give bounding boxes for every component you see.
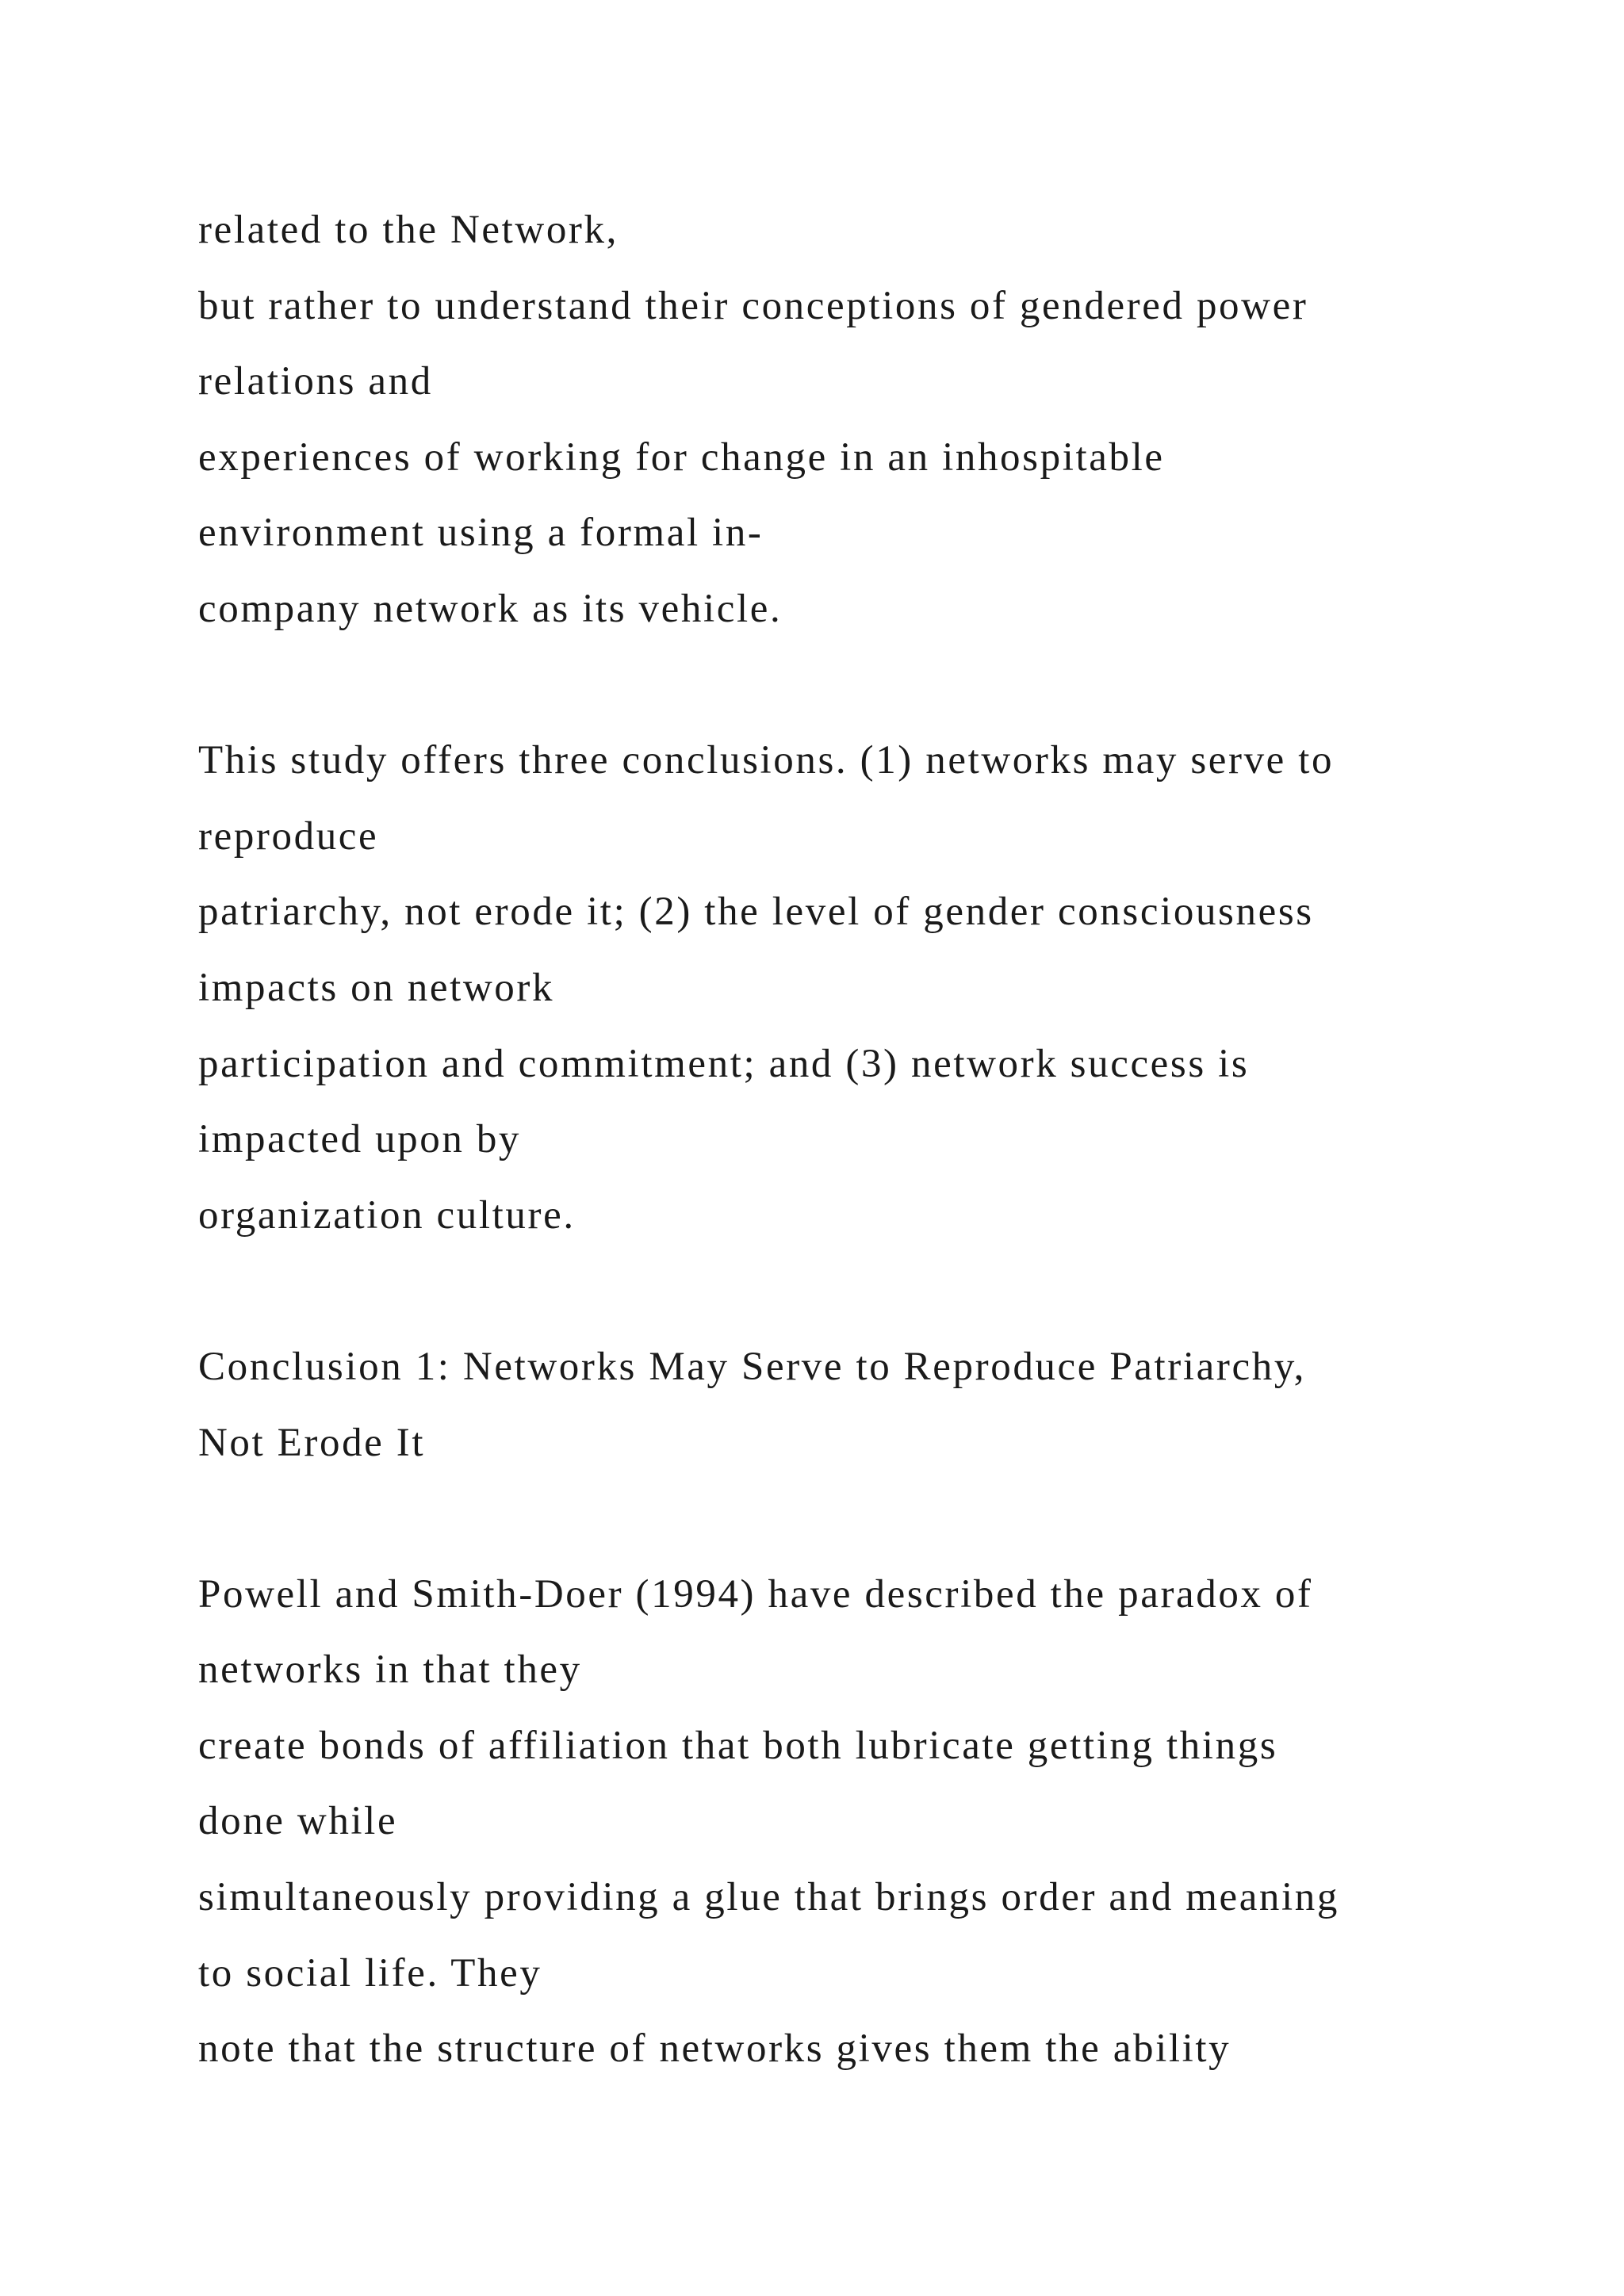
text-line: impacts on network <box>198 965 555 1010</box>
text-line: create bonds of affiliation that both lubricate getting things <box>198 1723 1278 1768</box>
text-line: simultaneously providing a glue that brings order and meaning <box>198 1875 1340 1920</box>
text-line: but rather to understand their conceptions of gendered power <box>198 283 1308 328</box>
text-line: to social life. They <box>198 1950 542 1996</box>
heading-line: Conclusion 1: Networks May Serve to Reproduce Patriarchy, <box>198 1344 1306 1389</box>
document-text <box>198 193 1546 2087</box>
text-line: patriarchy, not erode it; (2) the level of gender consciousness <box>198 890 1314 935</box>
text-line: environment using a formal in- <box>198 511 764 556</box>
text-line: reproduce <box>198 813 379 859</box>
text-line: This study offers three conclusions. (1) networks may serve to <box>198 738 1335 783</box>
paragraph-conclusions <box>198 723 1546 1253</box>
paragraph-spacer <box>198 648 1546 724</box>
paragraph-spacer <box>198 1481 1546 1557</box>
text-line: company network as its vehicle. <box>198 586 783 631</box>
text-line: impacted upon by <box>198 1117 522 1162</box>
section-heading <box>198 1330 1546 1481</box>
paragraph-intro <box>198 193 1546 648</box>
text-line: participation and commitment; and (3) network success is <box>198 1041 1250 1086</box>
heading-line: Not Erode It <box>198 1420 426 1465</box>
text-line: Powell and Smith-Doer (1994) have described the paradox of <box>198 1571 1313 1617</box>
text-line: note that the structure of networks gives them the ability <box>198 2026 1231 2072</box>
text-line: done while <box>198 1799 398 1844</box>
text-line: relations and <box>198 359 433 404</box>
text-line: related to the Network, <box>198 208 619 252</box>
paragraph-powell <box>198 1557 1546 2087</box>
text-line: networks in that they <box>198 1647 582 1693</box>
paragraph-spacer <box>198 1253 1546 1330</box>
text-line: experiences of working for change in an inhospitable <box>198 434 1165 480</box>
text-line: organization culture. <box>198 1192 576 1238</box>
